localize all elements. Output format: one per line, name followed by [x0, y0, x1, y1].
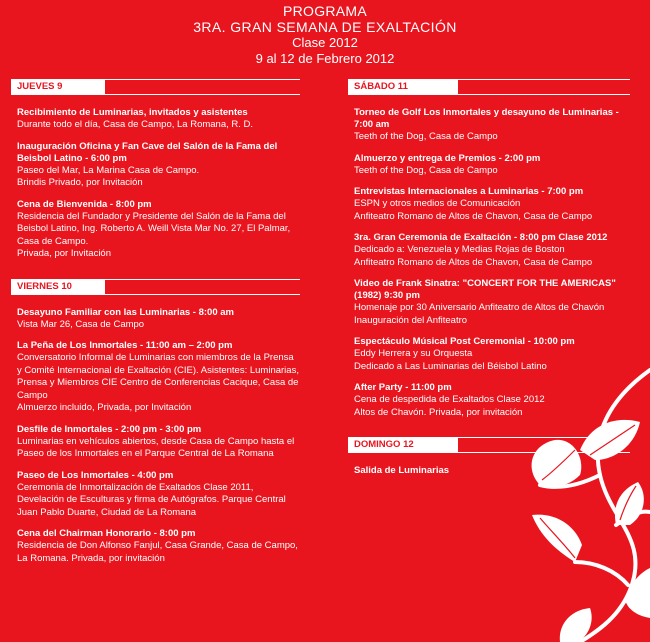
event-detail: Almuerzo incluido, Privada, por Invitación: [17, 402, 192, 413]
event-detail: Dedicado a Las Luminarias del Béisbol Latino: [354, 360, 547, 372]
event-title: Video de Frank Sinatra: "CONCERT FOR THE AMERICAS" (1982) 9:30 pm: [354, 278, 616, 301]
event-title: After Party - 11:00 pm: [354, 382, 452, 393]
event-title: Recibimiento de Luminarias, invitados y asistentes: [17, 107, 248, 118]
event-item: [11, 141, 300, 190]
event-detail: Eddy Herrera y su Orquesta: [354, 348, 473, 359]
event-detail: Dedicado a: Venezuela y Medias Rojas de Boston: [354, 244, 565, 255]
event-item: [11, 340, 300, 415]
day-label: VIERNES 10: [11, 279, 105, 295]
event-item: [11, 528, 300, 565]
left-column: [11, 79, 300, 574]
event-detail: Homenaje por 30 Aniversario Anfiteatro de Altos de Chavón Inauguración del Anfiteatro: [354, 302, 605, 326]
event-title: Salida de Luminarias: [354, 465, 450, 476]
event-detail: Vista Mar 26, Casa de Campo: [17, 318, 145, 330]
event-item: [348, 186, 630, 223]
event-title: Entrevistas Internacionales a Luminarias - 7:00 pm: [354, 186, 584, 197]
event-title: La Peña de Los Inmortales - 11:00 am – 2:00 pm: [17, 340, 233, 351]
event-detail: Anfiteatro Romano de Altos de Chavon, Casa de Campo: [354, 210, 593, 222]
event-item: [348, 232, 630, 269]
event-title: Paseo de Los Inmortales - 4:00 pm: [17, 469, 174, 481]
event-title: Cena de Bienvenida - 8:00 pm: [17, 198, 152, 210]
class-year: Clase 2012: [292, 35, 358, 50]
day-label: JUEVES 9: [11, 79, 105, 95]
event-title: 3RA. GRAN SEMANA DE EXALTACIÓN: [193, 19, 457, 35]
event-detail: Altos de Chavón. Privada, por invitación: [354, 406, 523, 418]
leaf-vine-illustration-icon: [520, 300, 650, 642]
event-title: Desayuno Familiar con las Luminarias - 8:00 am: [17, 306, 234, 318]
event-item: [348, 107, 630, 144]
event-item: [11, 199, 300, 261]
program-title: PROGRAMA: [282, 3, 368, 19]
event-detail: Paseo del Mar, La Marina Casa de Campo.: [17, 164, 200, 176]
event-detail: Teeth of the Dog, Casa de Campo: [354, 131, 498, 142]
event-detail: Durante todo el día, Casa de Campo, La Romana, R. D.: [17, 119, 254, 130]
event-item: [11, 470, 300, 520]
event-dates: 9 al 12 de Febrero 2012: [255, 51, 395, 66]
day-label: DOMINGO 12: [348, 437, 458, 453]
event-detail: Luminarias en vehículos abiertos, desde Casa de Campo hasta el Paseo de los Inmortales en el Parque Central de La Romana: [17, 435, 295, 459]
event-title: Cena del Chairman Honorario - 8:00 pm: [17, 528, 196, 539]
event-detail: Teeth of the Dog, Casa de Campo: [354, 164, 498, 176]
event-item: [11, 307, 300, 332]
event-title: Espectáculo Músical Post Ceremonial - 10:00 pm: [354, 336, 575, 347]
day-header-viernes: [11, 279, 300, 295]
event-detail: Brindis Privado, por Invitación: [17, 177, 143, 188]
event-item: [11, 424, 300, 461]
event-item: [348, 153, 630, 178]
day-label: SÁBADO 11: [348, 79, 458, 95]
day-header-sabado: [348, 79, 630, 95]
event-detail: Conversatorio Informal de Luminarias con miembros de la Prensa y Comité Internacional de Exaltación (CIE). Asistentes: Luminarias, Prensa y Miembros CIE Centro de Conferencias Cacique, Casa de Campo: [17, 352, 299, 401]
program-header: [0, 3, 650, 67]
event-title: Almuerzo y entrega de Premios - 2:00 pm: [354, 152, 541, 164]
event-title: Torneo de Golf Los Inmortales y desayuno de Luminarias - 7:00 am: [354, 107, 619, 130]
event-detail: Residencia del Fundador y Presidente del Salón de la Fama del Beisbol Latino, Ing. Roberto A. Weill Vista Mar No. 27, El Palmar, Casa de Campo.: [17, 210, 291, 247]
event-detail: Privada, por Invitación: [17, 248, 111, 259]
event-detail: Cena de despedida de Exaltados Clase 2012: [354, 394, 545, 405]
event-detail: Anfiteatro Romano de Altos de Chavon, Casa de Campo: [354, 256, 593, 268]
event-item: [11, 107, 300, 132]
event-title: 3ra. Gran Ceremonia de Exaltación - 8:00 pm Clase 2012: [354, 232, 608, 243]
event-detail: Residencia de Don Alfonso Fanjul, Casa Grande, Casa de Campo, La Romana. Privada, por invitación: [17, 540, 298, 564]
day-header-jueves: [11, 79, 300, 95]
event-detail: Ceremonia de Inmortalización de Exaltados Clase 2011, Develación de Esculturas y firma de Autógrafos. Parque Central Juan Pablo Duarte, Ciudad de La Romana: [17, 481, 286, 518]
event-title: Desfile de Inmortales - 2:00 pm - 3:00 pm: [17, 423, 202, 435]
event-detail: ESPN y otros medios de Comunicación: [354, 198, 521, 209]
event-title: Inauguración Oficina y Fan Cave del Salón de la Fama del Beisbol Latino - 6:00 pm: [17, 140, 278, 164]
